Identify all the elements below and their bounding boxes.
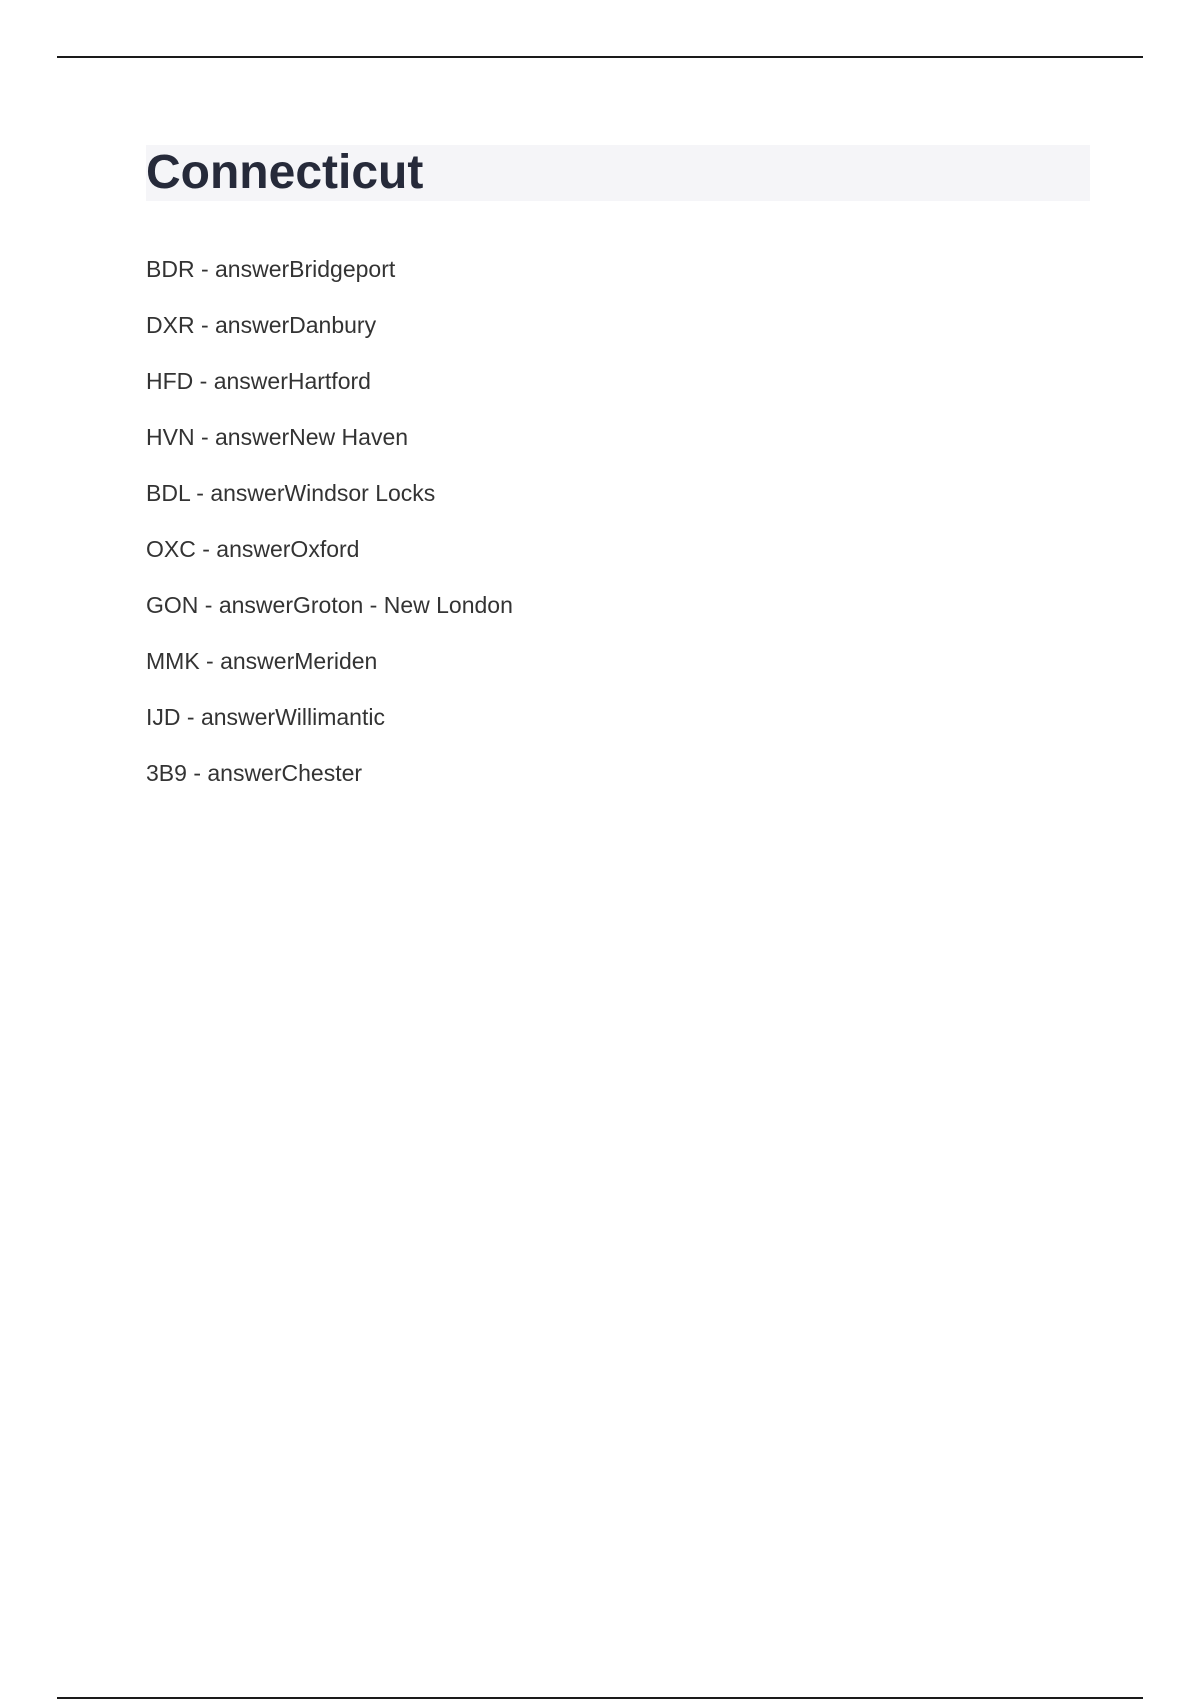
page-content — [146, 145, 1090, 786]
list-item: HFD - answerHartford — [146, 368, 371, 394]
list-item: DXR - answerDanbury — [146, 312, 377, 338]
list-item: OXC - answerOxford — [146, 536, 360, 562]
list-item: GON - answerGroton - New London — [146, 592, 513, 618]
list-item: BDL - answerWindsor Locks — [146, 480, 436, 506]
airport-code-list — [146, 255, 513, 815]
list-item: IJD - answerWillimantic — [146, 704, 385, 730]
list-item: HVN - answerNew Haven — [146, 424, 409, 450]
title-bar — [146, 145, 1090, 201]
list-item: 3B9 - answerChester — [146, 760, 363, 786]
list-item: BDR - answerBridgeport — [146, 256, 396, 282]
list-item: MMK - answerMeriden — [146, 648, 378, 674]
page-title: Connecticut — [146, 146, 424, 199]
bottom-rule — [57, 1697, 1143, 1699]
top-rule — [57, 56, 1143, 58]
